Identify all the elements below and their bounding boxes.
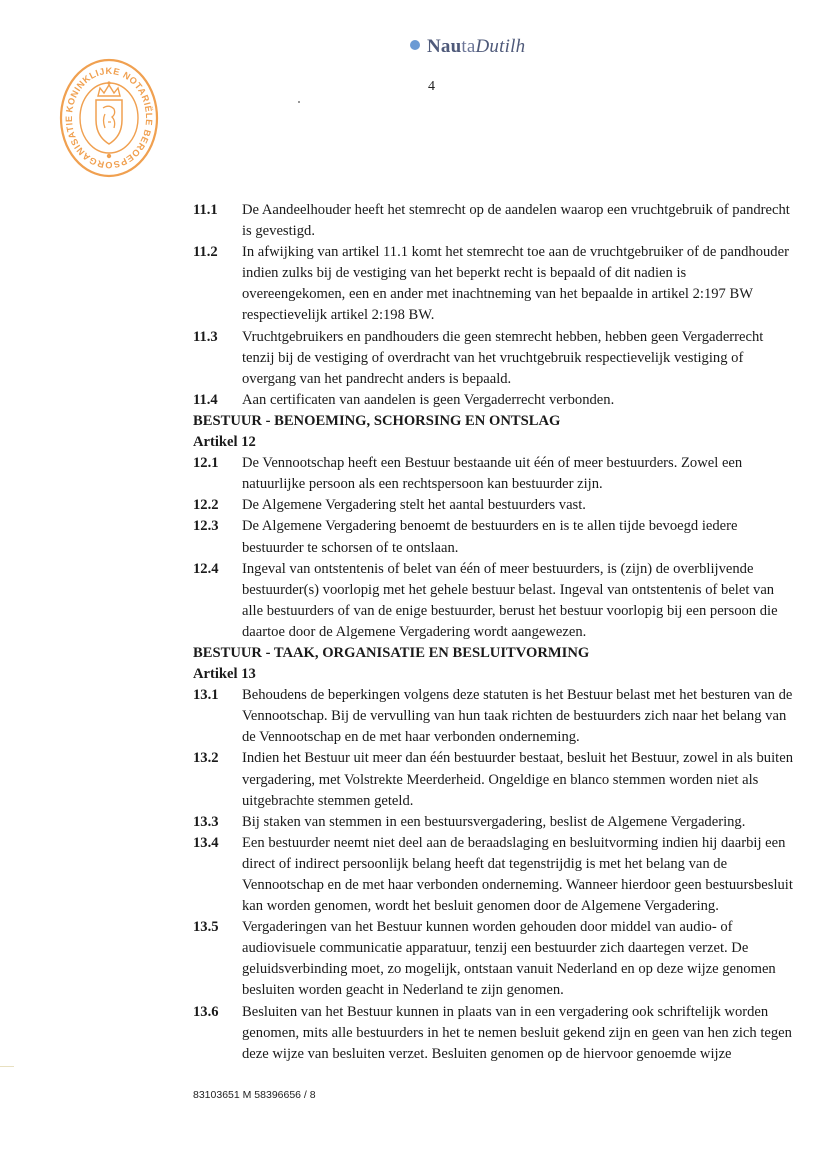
logo-part-ta: ta bbox=[461, 36, 476, 57]
clause-number: 11.3 bbox=[193, 328, 218, 345]
clause-number: 12.3 bbox=[193, 518, 219, 535]
logo-dot-icon bbox=[410, 40, 420, 50]
clause-text: Besluiten van het Bestuur kunnen in plaats van in een vergadering ook schriftelijk worden genomen, mits alle bestuurders in het te nemen besluit gekend zijn en geen van hen zich tegen deze wijze van besluiten verzet. Besluiten genomen op de hiervoor genoemde wijze bbox=[242, 1003, 792, 1062]
clause-text: De Vennootschap heeft een Bestuur bestaande uit één of meer bestuurders. Zowel een natuurlijke persoon als een rechtspersoon kan bestuurder zijn. bbox=[242, 455, 743, 493]
article-clause bbox=[193, 516, 793, 558]
article-clause bbox=[193, 495, 793, 516]
clause-text: Aan certificaten van aandelen is geen Vergaderrecht verbonden. bbox=[242, 391, 615, 408]
seal-icon bbox=[58, 56, 160, 180]
clause-number: 12.1 bbox=[193, 455, 219, 472]
clause-text: In afwijking van artikel 11.1 komt het stemrecht toe aan de vruchtgebruiker of de pandhouder indien zulks bij de vestiging van het beperkt recht is bepaald of dit nadien is overeengekomen, een en ander met inachtneming van het bepaalde in artikel 2:197 BW respectievelijk artikel 2:198 BW. bbox=[242, 244, 789, 324]
article-clause bbox=[193, 812, 793, 833]
clause-number: 13.1 bbox=[193, 687, 219, 704]
clause-text: De Aandeelhouder heeft het stemrecht op de aandelen waarop een vruchtgebruik of pandrecht is gevestigd. bbox=[242, 202, 790, 240]
clause-number: 12.4 bbox=[193, 560, 219, 577]
article-clause bbox=[193, 200, 793, 242]
scan-edge-mark bbox=[0, 1066, 14, 1067]
notarial-seal bbox=[58, 56, 160, 180]
article-clause bbox=[193, 390, 793, 411]
clause-number: 13.2 bbox=[193, 750, 219, 767]
clause-text: Indien het Bestuur uit meer dan één bestuurder bestaat, besluit het Bestuur, zowel in als buiten vergadering, met Volstrekte Meerderheid. Ongeldige en blanco stemmen worden niet als uitgebrachte stemmen geteld. bbox=[242, 750, 793, 809]
section-heading: BESTUUR - TAAK, ORGANISATIE EN BESLUITVORMING bbox=[193, 644, 590, 661]
document-body bbox=[193, 200, 793, 1065]
article-clause bbox=[193, 242, 793, 326]
clause-text: De Algemene Vergadering stelt het aantal bestuurders vast. bbox=[242, 497, 586, 514]
article-clause bbox=[193, 559, 793, 643]
clause-number: 13.3 bbox=[193, 813, 219, 830]
logo-part-nau: Nau bbox=[427, 36, 462, 57]
clause-text: Een bestuurder neemt niet deel aan de beraadslaging en besluitvorming indien hij daarbij een direct of indirect persoonlijk belang heeft dat tegenstrijdig is met het belang van de Vennootschap en de met haar verbonden onderneming. Wanneer hierdoor geen bestuursbesluit kan worden genomen, wordt het besluit genomen door de Algemene Vergadering. bbox=[242, 834, 793, 915]
scan-speck bbox=[298, 101, 300, 103]
section-heading: Artikel 12 bbox=[193, 434, 256, 451]
clause-number: 12.2 bbox=[193, 497, 219, 514]
clause-number: 11.2 bbox=[193, 244, 218, 261]
section-heading: BESTUUR - BENOEMING, SCHORSING EN ONTSLAG bbox=[193, 412, 561, 429]
article-clause bbox=[193, 1002, 793, 1065]
clause-text: Bij staken van stemmen in een bestuursvergadering, beslist de Algemene Vergadering. bbox=[242, 813, 746, 830]
page-number: 4 bbox=[428, 79, 435, 94]
article-clause bbox=[193, 833, 793, 917]
article-clause bbox=[193, 453, 793, 495]
clause-number: 11.4 bbox=[193, 391, 218, 408]
document-reference: 83103651 M 58396656 / 8 bbox=[193, 1089, 316, 1101]
article-clause bbox=[193, 748, 793, 811]
clause-text: Vergaderingen van het Bestuur kunnen worden gehouden door middel van audio- of audiovisuele communicatie apparatuur, tenzij een bestuurder zich daartegen verzet. De geluidsverbinding moet, zo mogelijk, ontstaan vanuit Nederland en op deze wijze genomen besluiten worden geacht in Nederland te zijn genomen. bbox=[242, 919, 776, 999]
clause-text: Vruchtgebruikers en pandhouders die geen stemrecht hebben, hebben geen Vergaderrecht tenzij bij de vestiging of overdracht van het vruchtgebruik respectievelijk vestiging of overgang van het pandrecht anders is bepaald. bbox=[242, 328, 764, 387]
article-clause bbox=[193, 327, 793, 390]
clause-number: 11.1 bbox=[193, 202, 218, 218]
clause-number: 13.5 bbox=[193, 919, 219, 936]
clause-text: De Algemene Vergadering benoemt de bestuurders en is te allen tijde bevoegd iedere bestuurder te schorsen of te ontslaan. bbox=[242, 518, 738, 556]
section-heading: Artikel 13 bbox=[193, 666, 256, 683]
logo-part-dutilh: Dutilh bbox=[475, 36, 526, 57]
article-clause bbox=[193, 685, 793, 748]
clause-number: 13.6 bbox=[193, 1003, 219, 1020]
seal-text: KONINKLIJKE NOTARIËLE BEROEPSORGANISATIE bbox=[63, 65, 155, 171]
nautadutilh-logo bbox=[410, 36, 525, 58]
clause-number: 13.4 bbox=[193, 834, 219, 851]
clause-text: Behoudens de beperkingen volgens deze statuten is het Bestuur belast met het besturen van de Vennootschap. Bij de vervulling van hun taak richten de bestuurders zich naar het belang van de Vennootschap en de met haar verbonden onderneming. bbox=[242, 687, 793, 746]
clause-text: Ingeval van ontstentenis of belet van één of meer bestuurders, is (zijn) de overblijvende bestuurder(s) voorlopig met het gehele bestuur belast. Ingeval van ontstentenis of belet van alle bestuurders of van de enige bestuurder, berust het bestuur voorlopig bij een persoon die daartoe door de Algemene Vergadering wordt aangewezen. bbox=[242, 560, 778, 640]
article-clause bbox=[193, 917, 793, 1001]
